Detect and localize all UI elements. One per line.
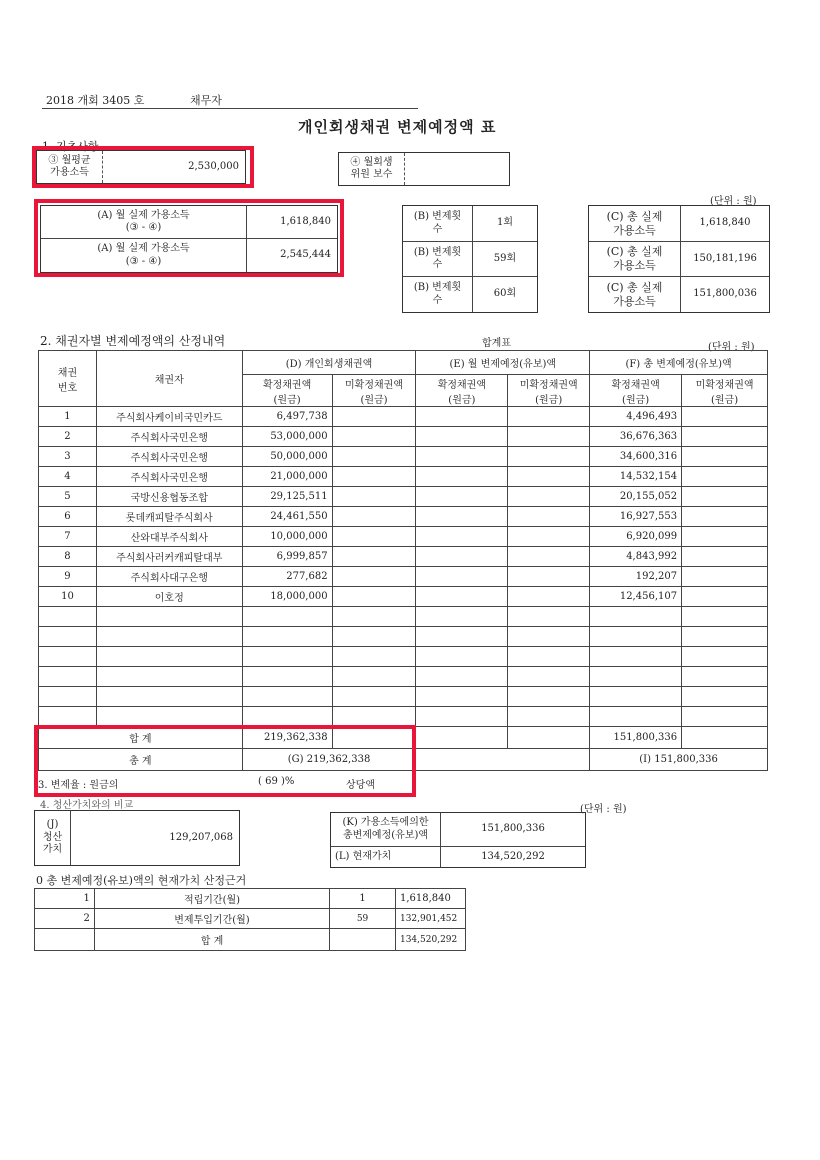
j-value: 129,207,068: [169, 831, 233, 843]
e-confirmed-header: [416, 375, 508, 407]
col-no-header-1: 채권: [57, 367, 78, 379]
e-confirmed-header-2: (원금): [448, 394, 476, 406]
empty-row: [39, 627, 768, 647]
pv-row-no: 2: [35, 909, 95, 929]
header-rule: [42, 108, 418, 109]
b-box: [402, 205, 538, 313]
row-no: 2: [39, 427, 97, 447]
table-row: [39, 587, 768, 607]
repayment-rate-suffix: 상당액: [346, 780, 375, 791]
row-f: 16,927,553: [590, 507, 682, 527]
b-row2-label1: (B) 변제횟: [413, 246, 462, 258]
a-row1-label1: (A) 월 실제 가용소득: [97, 209, 190, 221]
row-creditor: 산와대부주식회사: [96, 527, 242, 547]
row-f: 20,155,052: [590, 487, 682, 507]
c-row2-value: 150,181,196: [681, 242, 769, 277]
row-d: 29,125,511: [242, 487, 332, 507]
pv-row-value: 132,901,452: [395, 909, 465, 929]
avg-income-label2: 가용소득: [50, 167, 89, 178]
row-d: 6,999,857: [242, 547, 332, 567]
d-confirmed-header: [242, 375, 332, 407]
b-row1-value: 1회: [473, 206, 537, 242]
col-f-header: (F) 총 변제예정(유보)액: [590, 351, 768, 375]
k-label2: 총변제예정(유보)액: [342, 829, 429, 841]
empty-row: [39, 707, 768, 727]
row-f: 34,600,316: [590, 447, 682, 467]
row-d: 21,000,000: [242, 467, 332, 487]
d-unconfirmed-header-2: (원금): [360, 394, 388, 406]
table-row: [39, 427, 768, 447]
table-row: [39, 567, 768, 587]
fee-value: [405, 153, 509, 185]
row-no: 9: [39, 567, 97, 587]
liquidation-box: [34, 810, 240, 866]
a-row2-label2: (③ - ④): [125, 255, 162, 267]
total-label: 총 계: [39, 749, 243, 771]
table-row: [39, 527, 768, 547]
empty-row: [39, 647, 768, 667]
row-d: 277,682: [242, 567, 332, 587]
pv-row-label: 변제투입기간(월): [94, 909, 329, 929]
d-confirmed-header-1: 확정채권액: [262, 379, 312, 391]
c-box: [588, 205, 770, 313]
b-row1-label2: 수: [432, 223, 443, 235]
row-d: 24,461,550: [242, 507, 332, 527]
col-d-header: (D) 개인회생채권액: [242, 351, 416, 375]
col-e-header: (E) 월 변제예정(유보)액: [416, 351, 590, 375]
section4-title: 4. 청산가치와의 비교: [40, 800, 134, 811]
row-creditor: 주식회사대구은행: [96, 567, 242, 587]
c-row1-value: 1,618,840: [681, 206, 769, 242]
f-confirmed-header: [590, 375, 682, 407]
a-row1-value: 1,618,840: [247, 206, 337, 239]
row-creditor: 롯데캐피탈주식회사: [96, 507, 242, 527]
d-confirmed-header-2: (원금): [273, 394, 301, 406]
row-f: 6,920,099: [590, 527, 682, 547]
highlight-a-box: [34, 199, 344, 277]
row-d: 18,000,000: [242, 587, 332, 607]
row-f: 192,207: [590, 567, 682, 587]
sum-d: 219,362,338: [242, 727, 332, 749]
row-f: 14,532,154: [590, 467, 682, 487]
row-no: 6: [39, 507, 97, 527]
a-row1-label2: (③ - ④): [125, 222, 162, 233]
c-row2-label2: 가용소득: [613, 259, 656, 272]
row-no: 5: [39, 487, 97, 507]
row-d: 10,000,000: [242, 527, 332, 547]
section5-title: 0 총 변제예정(유보)액의 현재가치 산정근거: [36, 874, 247, 887]
col-no-header-2: 번호: [57, 382, 78, 394]
row-creditor: 이호정: [96, 587, 242, 607]
f-unconfirmed-header-2: (원금): [710, 394, 739, 406]
pv-row-value: 1,618,840: [395, 889, 465, 909]
j-label1: (J): [46, 819, 59, 831]
section1-unit: (단위 : 원): [710, 196, 757, 207]
c-row3-label2: 가용소득: [613, 294, 656, 308]
total-i: (I) 151,800,336: [590, 749, 768, 771]
k-value: 151,800,336: [441, 813, 585, 847]
total-g: (G) 219,362,338: [242, 749, 416, 771]
col-no-header: [39, 351, 97, 407]
row-f: 4,843,992: [590, 547, 682, 567]
e-confirmed-header-1: 확정채권액: [437, 379, 487, 391]
row-f: 12,456,107: [590, 587, 682, 607]
b-row3-label2: 수: [432, 294, 443, 306]
row-no: 3: [39, 447, 97, 467]
c-row1-label2: 가용소득: [613, 223, 656, 237]
k-label1: (K) 가용소득에의한: [342, 817, 429, 828]
repayment-rate-label: 3. 변제율 : 원금의: [38, 780, 119, 791]
b-row2-label2: 수: [432, 259, 443, 270]
row-creditor: 주식회사케이비국민카드: [96, 407, 242, 427]
row-no: 1: [39, 407, 97, 427]
debtor-label: 채무자: [190, 94, 222, 107]
table-row: [39, 507, 768, 527]
d-unconfirmed-header-1: 미확정채권액: [345, 379, 403, 391]
row-no: 7: [39, 527, 97, 547]
pv-sum-label: 합 계: [94, 929, 329, 951]
table-row: [39, 407, 768, 427]
table-row: [39, 447, 768, 467]
b-row3-value: 60회: [493, 288, 517, 300]
j-label3: 가치: [42, 844, 63, 856]
row-creditor: 주식회사국민은행: [96, 447, 242, 467]
row-no: 10: [39, 587, 97, 607]
row-d: 6,497,738: [242, 407, 332, 427]
d-unconfirmed-header: [332, 375, 416, 407]
sum-f: 151,800,336: [590, 727, 682, 749]
empty-row: [39, 687, 768, 707]
pv-sum-value: 134,520,292: [395, 929, 465, 951]
c-row2-label1: (C) 총 실제: [606, 245, 663, 259]
highlight-avg-income: [32, 146, 254, 188]
fee-label2: 위원 보수: [350, 169, 393, 180]
l-label: (L) 현재가치: [331, 847, 441, 867]
pv-row: [35, 909, 466, 929]
section1-title: 1. 기초사항: [42, 140, 99, 153]
f-unconfirmed-header-1: 미확정채권액: [695, 379, 754, 391]
pv-sum-row: [35, 929, 466, 951]
avg-income-label1: ③ 월평균: [48, 154, 91, 166]
row-f: 4,496,493: [590, 407, 682, 427]
page-title: 개인회생채권 변제예정액 표: [298, 118, 497, 136]
e-unconfirmed-header-2: (원금): [535, 394, 563, 406]
e-unconfirmed-header-1: 미확정채권액: [519, 379, 578, 391]
row-f: 36,676,363: [590, 427, 682, 447]
pv-row: [35, 889, 466, 909]
row-no: 8: [39, 547, 97, 567]
empty-row: [39, 667, 768, 687]
row-creditor: 국방신용협동조합: [96, 487, 242, 507]
pv-row-no: 1: [35, 889, 95, 909]
repayment-rate-value: ( 69 )%: [258, 776, 295, 787]
b-row1-label1: (B) 변제횟: [413, 211, 462, 222]
row-d: 53,000,000: [242, 427, 332, 447]
row-d: 50,000,000: [242, 447, 332, 467]
empty-row: [39, 607, 768, 627]
kl-box: [330, 812, 586, 868]
e-unconfirmed-header: [508, 375, 590, 407]
c-row1-label1: (C) 총 실제: [606, 209, 663, 223]
section2-title: 2. 채권자별 변제예정액의 산정내역: [40, 334, 226, 348]
row-creditor: 주식회사러커캐피탈대부: [96, 547, 242, 567]
a-row2-value: 2,545,444: [280, 249, 331, 261]
table-row: [39, 467, 768, 487]
a-row2-label1: (A) 월 실제 가용소득: [97, 243, 190, 254]
row-creditor: 주식회사국민은행: [96, 427, 242, 447]
pv-row-count: 59: [330, 909, 396, 929]
avg-income-value: 2,530,000: [188, 160, 239, 172]
b-row2-value: 59회: [473, 242, 537, 277]
j-label2: 청산: [42, 831, 63, 843]
sum-label: 합 계: [39, 727, 243, 749]
c-row3-value: 151,800,036: [693, 288, 757, 300]
pv-row-count: 1: [330, 889, 396, 909]
fee-box: [338, 152, 510, 186]
row-creditor: 주식회사국민은행: [96, 467, 242, 487]
row-no: 4: [39, 467, 97, 487]
l-value: 134,520,292: [481, 850, 545, 862]
f-confirmed-header-1: 확정채권액: [611, 379, 660, 391]
section2-unit: (단위 : 원): [708, 342, 755, 353]
case-number: 2018 개회 3405 호: [46, 94, 145, 107]
f-unconfirmed-header: [682, 375, 768, 407]
b-row3-label1: (B) 변제횟: [413, 282, 462, 293]
pv-row-label: 적립기간(월): [94, 889, 329, 909]
f-confirmed-header-2: (원금): [622, 394, 650, 406]
c-row3-label1: (C) 총 실제: [606, 280, 663, 294]
table-row: [39, 547, 768, 567]
col-creditor-header: 채권자: [96, 351, 242, 407]
fee-label1: ④ 월회생: [350, 156, 393, 168]
section4-unit: (단위 : 원): [580, 804, 627, 815]
section2-subtitle: 합계표: [482, 338, 511, 349]
table-row: [39, 487, 768, 507]
